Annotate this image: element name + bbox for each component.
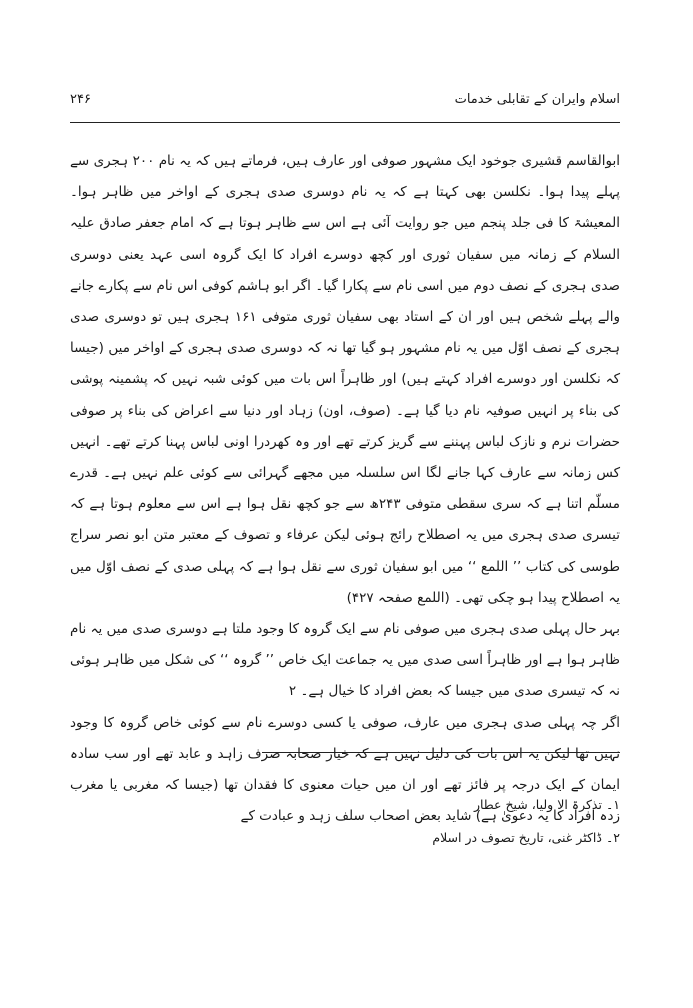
header-rule: [70, 122, 620, 123]
footnote-2: ۲۔ ڈاکٹر غنی، تاریخ تصوف در اسلام: [432, 830, 620, 845]
page-number: ۲۴۶: [70, 92, 91, 107]
page-header: [70, 92, 620, 118]
paragraph-3: اگر چہ پہلی صدی ہجری میں عارف، صوفی یا کسی دوسرے نام سے کوئی خاص گروہ کا وجود نہیں تھا لیکن یہ اس بات کی دلیل نہیں ہے کہ خیار صحابہ صرف زاہد و عابد تھے اور سب سادہ ایمان کے ایک درجہ پر فائز تھے اور ان میں حیات معنوی کا فقدان تھا (جیسا کہ مغربی یا مغرب زدہ افراد کا یہ دعویٰ ہے) شاید بعض اصحاب سلف زہد و عبادت کے: [70, 714, 620, 825]
paragraph-1: ابوالقاسم قشیری جوخود ایک مشہور صوفی اور عارف ہیں، فرماتے ہیں کہ یہ نام ۲۰۰ ہجری سے پہلے پیدا ہوا۔ نکلسن بھی کہتا ہے کہ یہ نام دوسری صدی ہجری کے اواخر میں ظاہر ہوا۔ المعیشۃ کا فی جلد پنجم میں جو روایت آئی ہے اس سے ظاہر ہوتا ہے کہ امام جعفر صادق علیہ السلام کے زمانہ میں سفیان ثوری اور کچھ دوسرے افراد کا ایک گروہ اسی عہد یعنی دوسری صدی ہجری کے نصف دوم میں اسی نام سے پکارا گیا۔ اگر ابو ہاشم کوفی اس نام سے پکارے جانے والے پہلے شخص ہیں اور ان کے استاد بھی سفیان ثوری متوفی ۱۶۱ ہجری ہیں تو دوسری صدی ہجری کے نصف اوّل میں یہ نام مشہور ہو گیا تھا نہ کہ دوسری صدی ہجری کے اواخر میں (جیسا کہ نکلسن اور دوسرے افراد کہتے ہیں) اور ظاہراً اس بات میں کوئی شبہ نہیں کہ پشمینہ پوشی کی بناء پر انہیں صوفیہ نام دیا گیا ہے۔ (صوف، اون) زہاد اور دنیا سے اعراض کی بناء پر صوفی حضرات نرم و نازک لباس پہننے سے گریز کرتے تھے اور وہ کھردرا اونی لباس پہنا کرتے تھے۔ انہیں کس زمانہ سے عارف کہا جانے لگا اس سلسلہ میں مجھے گہرائی سے کوئی علم نہیں ہے۔ قدرے مسلّم اتنا ہے کہ سری سقطی متوفی ۲۴۳ھ سے جو کچھ نقل ہوا ہے اس سے معلوم ہوتا ہے کہ تیسری صدی ہجری میں یہ اصطلاح رائج ہوئی لیکن عرفاء و تصوف کے معتبر متن ابو نصر سراج طوسی کی کتاب ’’ اللمع ‘‘ میں ابو سفیان ثوری سے نقل ہوا ہے کہ پہلی صدی کے نصف اوّل میں یہ اصطلاح پیدا ہو چکی تھی۔ (اللمع صفحہ ۴۲۷): [70, 153, 621, 606]
footnote-rule: [262, 752, 620, 753]
paragraph-2: بہر حال پہلی صدی ہجری میں صوفی نام سے ایک گروہ کا وجود ملتا ہے دوسری صدی میں یہ نام ظاہر ہوا ہے اور ظاہراً اسی صدی میں یہ جماعت ایک خاص ’’ گروہ ‘‘ کی شکل میں ظاہر ہوئی نہ کہ تیسری صدی میں جیسا کہ بعض افراد کا خیال ہے۔ ۲: [70, 621, 620, 700]
footnote-1: ۱۔ تذکرۃ الا ولیا، شیخ عطار: [473, 797, 620, 812]
footnotes: [70, 788, 620, 854]
body-text: [70, 146, 620, 832]
running-title: اسلام وایران کے تقابلی خدمات: [454, 92, 620, 107]
